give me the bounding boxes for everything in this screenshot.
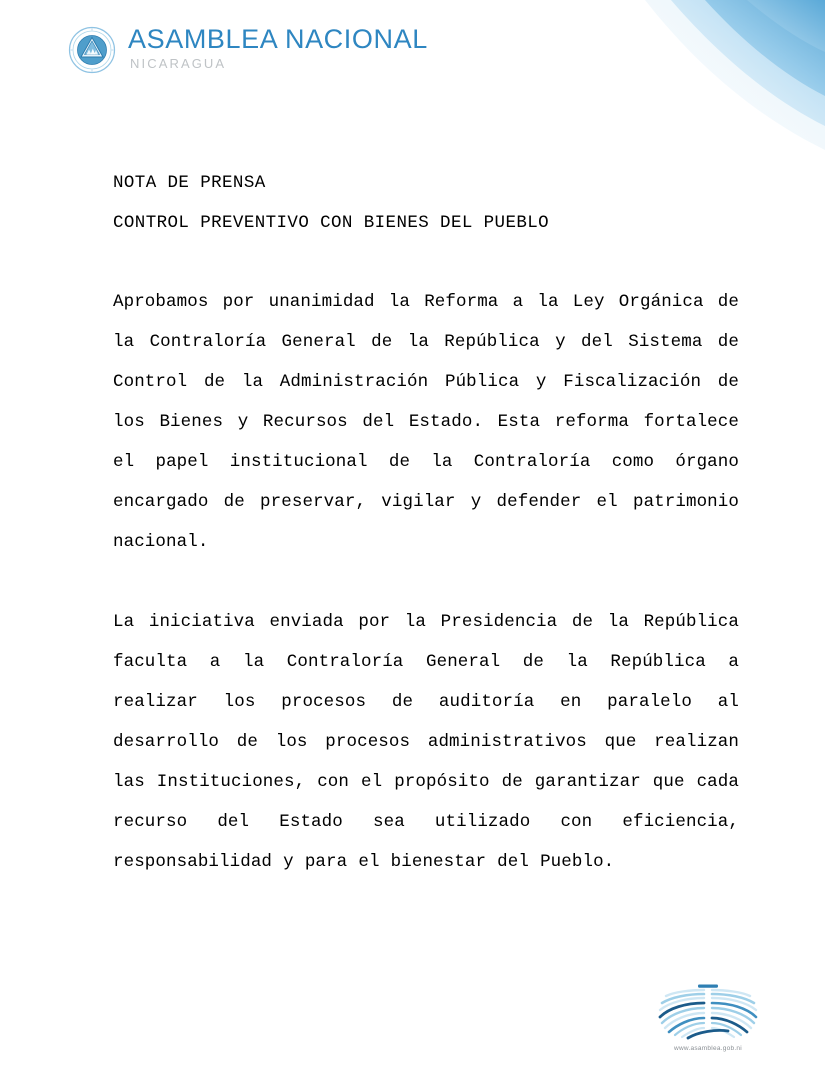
- organization-name: ASAMBLEA NACIONAL: [128, 24, 428, 54]
- press-release-headline: CONTROL PREVENTIVO CON BIENES DEL PUEBLO: [113, 213, 550, 233]
- assembly-hemisphere-logo-icon: [654, 982, 762, 1042]
- document-body: [113, 163, 739, 882]
- footer-website-url: www.asamblea.gob.ni: [674, 1045, 742, 1052]
- page-header: [68, 24, 428, 74]
- paragraph-2: La iniciativa enviada por la Presidencia de la República faculta a la Contraloría General de la República a realizar los procesos de auditoría en paralelo al desarrollo de los procesos administrativos que realizan las Instituciones, con el propósito de garantizar que cada recurso del Estado sea utilizado con eficiencia, responsabilidad y para el bienestar del Pueblo.: [113, 612, 739, 872]
- press-release-title-block: [113, 163, 739, 243]
- paragraph-1: Aprobamos por unanimidad la Reforma a la Ley Orgánica de la Contraloría General de la República y del Sistema de Control de la Administración Pública y Fiscalización de los Bienes y Recursos del Estado. Esta reforma fortalece el papel institucional de la Contraloría como órgano encargado de preservar, vigilar y defender el patrimonio nacional.: [113, 292, 739, 552]
- page-footer: [648, 982, 768, 1052]
- press-release-label: NOTA DE PRENSA: [113, 173, 266, 193]
- wordmark: [128, 24, 428, 72]
- header-swoosh-graphic: [495, 0, 825, 150]
- organization-country: NICARAGUA: [130, 56, 227, 71]
- asamblea-nacional-seal-icon: [68, 26, 116, 74]
